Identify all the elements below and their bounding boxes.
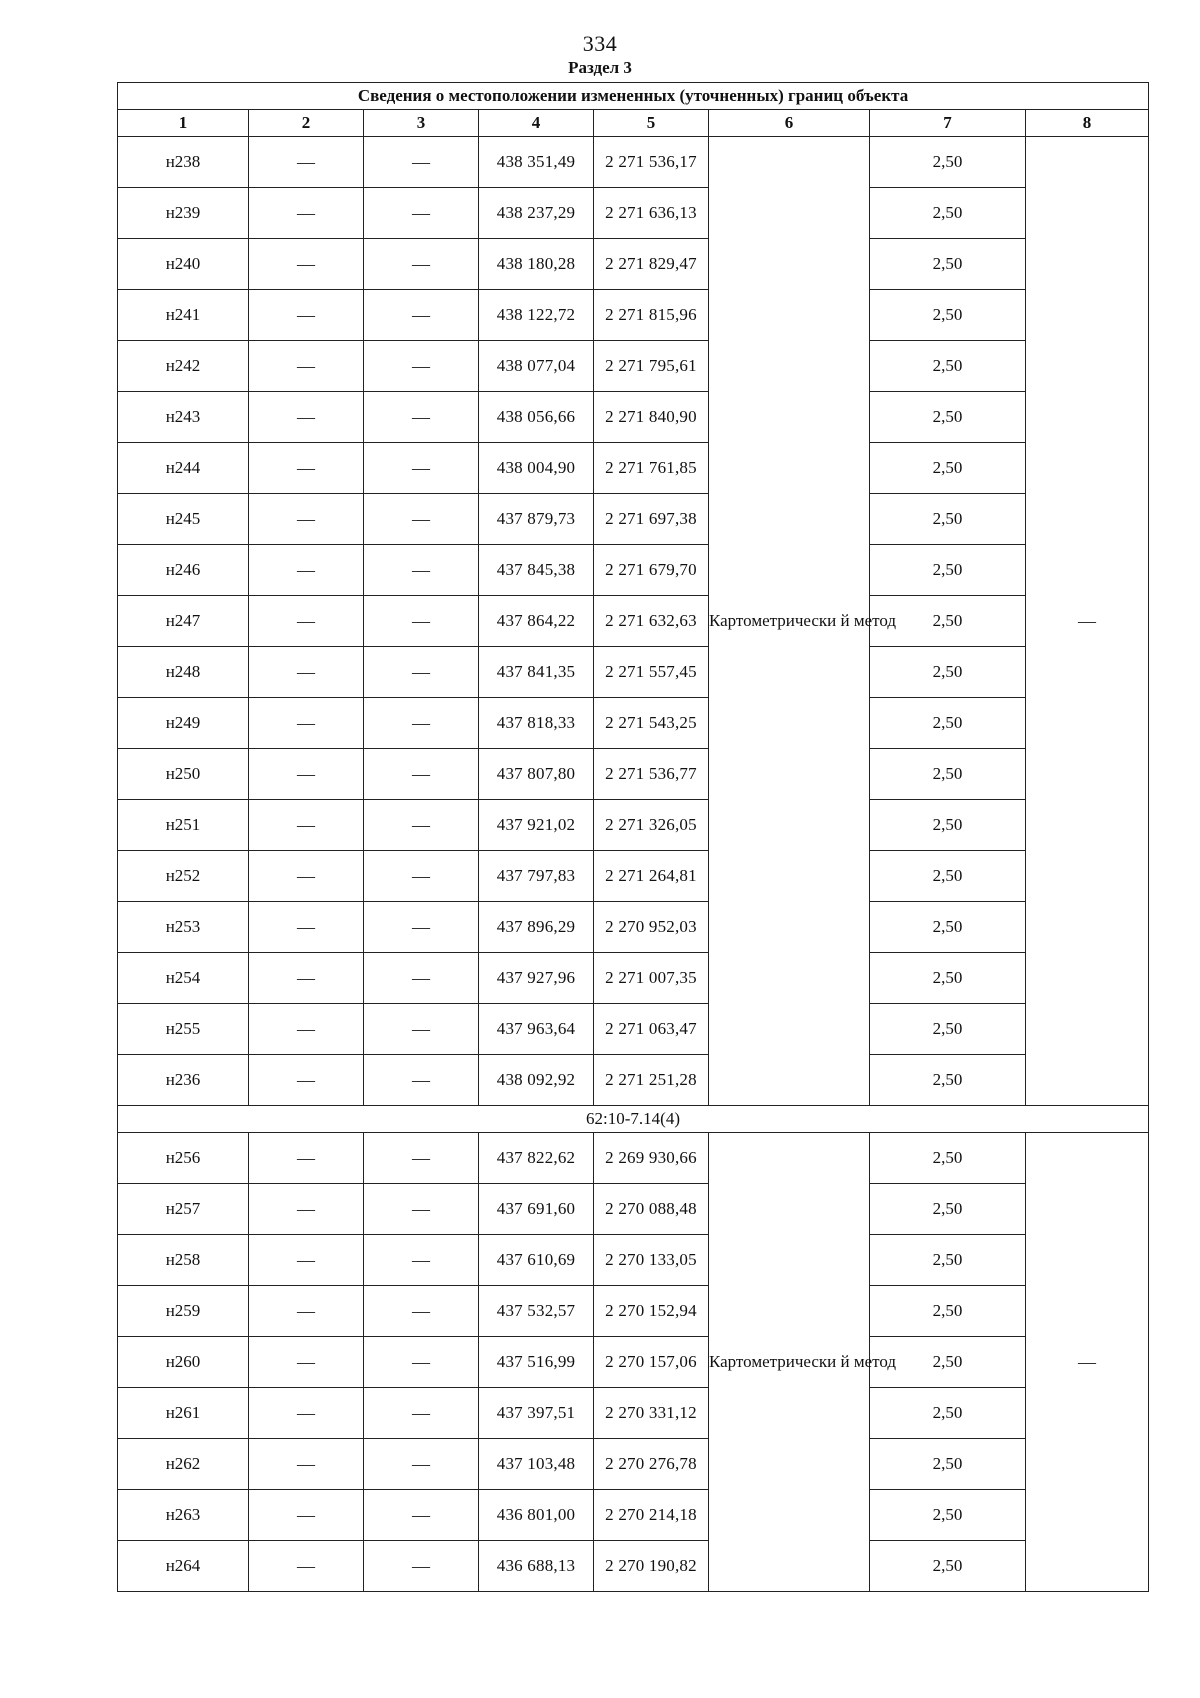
y-coordinate-cell: 2 271 326,05	[594, 800, 709, 851]
accuracy-cell: 2,50	[870, 698, 1026, 749]
accuracy-cell: 2,50	[870, 1337, 1026, 1388]
col3-cell: —	[364, 137, 479, 188]
col2-cell: —	[249, 647, 364, 698]
point-name-cell: н254	[118, 953, 249, 1004]
x-coordinate-cell: 437 822,62	[479, 1133, 594, 1184]
column-header-3: 3	[364, 110, 479, 137]
y-coordinate-cell: 2 271 636,13	[594, 188, 709, 239]
x-coordinate-cell: 437 921,02	[479, 800, 594, 851]
x-coordinate-cell: 437 103,48	[479, 1439, 594, 1490]
accuracy-cell: 2,50	[870, 851, 1026, 902]
col3-cell: —	[364, 1235, 479, 1286]
accuracy-cell: 2,50	[870, 188, 1026, 239]
col3-cell: —	[364, 290, 479, 341]
point-name-cell: н258	[118, 1235, 249, 1286]
col2-cell: —	[249, 1055, 364, 1106]
method-cell: Картометрически й метод	[709, 1133, 870, 1592]
y-coordinate-cell: 2 271 761,85	[594, 443, 709, 494]
col2-cell: —	[249, 1133, 364, 1184]
table-row	[118, 1004, 1149, 1055]
y-coordinate-cell: 2 271 829,47	[594, 239, 709, 290]
point-name-cell: н256	[118, 1133, 249, 1184]
column-header-8: 8	[1026, 110, 1149, 137]
col2-cell: —	[249, 851, 364, 902]
point-name-cell: н242	[118, 341, 249, 392]
point-name-cell: н263	[118, 1490, 249, 1541]
x-coordinate-cell: 437 841,35	[479, 647, 594, 698]
x-coordinate-cell: 437 610,69	[479, 1235, 594, 1286]
col8-cell: —	[1026, 1133, 1149, 1592]
column-header-2: 2	[249, 110, 364, 137]
col3-cell: —	[364, 1439, 479, 1490]
x-coordinate-cell: 437 963,64	[479, 1004, 594, 1055]
table-body	[118, 137, 1149, 1592]
point-name-cell: н255	[118, 1004, 249, 1055]
accuracy-cell: 2,50	[870, 800, 1026, 851]
col3-cell: —	[364, 494, 479, 545]
column-header-1: 1	[118, 110, 249, 137]
y-coordinate-cell: 2 270 276,78	[594, 1439, 709, 1490]
col3-cell: —	[364, 1388, 479, 1439]
col2-cell: —	[249, 596, 364, 647]
col2-cell: —	[249, 1184, 364, 1235]
column-header-row	[118, 110, 1149, 137]
y-coordinate-cell: 2 271 007,35	[594, 953, 709, 1004]
table-row	[118, 290, 1149, 341]
col2-cell: —	[249, 698, 364, 749]
section-title: Раздел 3	[568, 58, 632, 77]
col2-cell: —	[249, 1388, 364, 1439]
page-number: 334	[582, 31, 618, 56]
accuracy-cell: 2,50	[870, 494, 1026, 545]
table-row	[118, 392, 1149, 443]
col3-cell: —	[364, 1004, 479, 1055]
table-row	[118, 545, 1149, 596]
y-coordinate-cell: 2 270 157,06	[594, 1337, 709, 1388]
x-coordinate-cell: 437 397,51	[479, 1388, 594, 1439]
x-coordinate-cell: 438 092,92	[479, 1055, 594, 1106]
y-coordinate-cell: 2 271 251,28	[594, 1055, 709, 1106]
table-row	[118, 851, 1149, 902]
table-row	[118, 698, 1149, 749]
col3-cell: —	[364, 800, 479, 851]
point-name-cell: н262	[118, 1439, 249, 1490]
group-label: 62:10-7.14(4)	[118, 1106, 1149, 1133]
y-coordinate-cell: 2 270 952,03	[594, 902, 709, 953]
method-cell: Картометрически й метод	[709, 137, 870, 1106]
table-row	[118, 188, 1149, 239]
accuracy-cell: 2,50	[870, 1439, 1026, 1490]
accuracy-cell: 2,50	[870, 137, 1026, 188]
col3-cell: —	[364, 1055, 479, 1106]
point-name-cell: н250	[118, 749, 249, 800]
accuracy-cell: 2,50	[870, 239, 1026, 290]
col2-cell: —	[249, 1490, 364, 1541]
table-row	[118, 1235, 1149, 1286]
col3-cell: —	[364, 596, 479, 647]
col2-cell: —	[249, 239, 364, 290]
y-coordinate-cell: 2 271 543,25	[594, 698, 709, 749]
col3-cell: —	[364, 1184, 479, 1235]
col3-cell: —	[364, 443, 479, 494]
table-row	[118, 1388, 1149, 1439]
point-name-cell: н248	[118, 647, 249, 698]
x-coordinate-cell: 437 927,96	[479, 953, 594, 1004]
col3-cell: —	[364, 953, 479, 1004]
point-name-cell: н236	[118, 1055, 249, 1106]
column-header-4: 4	[479, 110, 594, 137]
point-name-cell: н240	[118, 239, 249, 290]
col3-cell: —	[364, 341, 479, 392]
accuracy-cell: 2,50	[870, 392, 1026, 443]
table-row	[118, 749, 1149, 800]
accuracy-cell: 2,50	[870, 953, 1026, 1004]
point-name-cell: н243	[118, 392, 249, 443]
table-row	[118, 800, 1149, 851]
accuracy-cell: 2,50	[870, 1004, 1026, 1055]
point-name-cell: н249	[118, 698, 249, 749]
col3-cell: —	[364, 1133, 479, 1184]
point-name-cell: н247	[118, 596, 249, 647]
table-row	[118, 494, 1149, 545]
accuracy-cell: 2,50	[870, 1184, 1026, 1235]
accuracy-cell: 2,50	[870, 1286, 1026, 1337]
col2-cell: —	[249, 392, 364, 443]
accuracy-cell: 2,50	[870, 749, 1026, 800]
col3-cell: —	[364, 239, 479, 290]
y-coordinate-cell: 2 271 557,45	[594, 647, 709, 698]
y-coordinate-cell: 2 271 815,96	[594, 290, 709, 341]
col2-cell: —	[249, 902, 364, 953]
column-header-7: 7	[870, 110, 1026, 137]
y-coordinate-cell: 2 270 190,82	[594, 1541, 709, 1592]
table-row	[118, 1133, 1149, 1184]
x-coordinate-cell: 438 351,49	[479, 137, 594, 188]
col2-cell: —	[249, 1235, 364, 1286]
col2-cell: —	[249, 188, 364, 239]
col2-cell: —	[249, 341, 364, 392]
table-row	[118, 1490, 1149, 1541]
x-coordinate-cell: 437 516,99	[479, 1337, 594, 1388]
table-row	[118, 239, 1149, 290]
y-coordinate-cell: 2 271 679,70	[594, 545, 709, 596]
y-coordinate-cell: 2 271 632,63	[594, 596, 709, 647]
col3-cell: —	[364, 545, 479, 596]
accuracy-cell: 2,50	[870, 290, 1026, 341]
table-row	[118, 1337, 1149, 1388]
column-header-6: 6	[709, 110, 870, 137]
x-coordinate-cell: 437 818,33	[479, 698, 594, 749]
point-name-cell: н246	[118, 545, 249, 596]
col2-cell: —	[249, 1337, 364, 1388]
col2-cell: —	[249, 443, 364, 494]
col3-cell: —	[364, 1541, 479, 1592]
x-coordinate-cell: 437 896,29	[479, 902, 594, 953]
x-coordinate-cell: 437 797,83	[479, 851, 594, 902]
point-name-cell: н239	[118, 188, 249, 239]
y-coordinate-cell: 2 271 840,90	[594, 392, 709, 443]
table-row	[118, 902, 1149, 953]
col3-cell: —	[364, 392, 479, 443]
accuracy-cell: 2,50	[870, 1133, 1026, 1184]
y-coordinate-cell: 2 271 697,38	[594, 494, 709, 545]
accuracy-cell: 2,50	[870, 902, 1026, 953]
y-coordinate-cell: 2 270 088,48	[594, 1184, 709, 1235]
table-row	[118, 953, 1149, 1004]
accuracy-cell: 2,50	[870, 1490, 1026, 1541]
column-header-5: 5	[594, 110, 709, 137]
y-coordinate-cell: 2 271 536,77	[594, 749, 709, 800]
point-name-cell: н260	[118, 1337, 249, 1388]
x-coordinate-cell: 437 807,80	[479, 749, 594, 800]
accuracy-cell: 2,50	[870, 545, 1026, 596]
table-row	[118, 1055, 1149, 1106]
col3-cell: —	[364, 1490, 479, 1541]
point-name-cell: н241	[118, 290, 249, 341]
col2-cell: —	[249, 494, 364, 545]
table-row	[118, 137, 1149, 188]
point-name-cell: н257	[118, 1184, 249, 1235]
y-coordinate-cell: 2 270 331,12	[594, 1388, 709, 1439]
x-coordinate-cell: 437 845,38	[479, 545, 594, 596]
accuracy-cell: 2,50	[870, 1388, 1026, 1439]
y-coordinate-cell: 2 270 152,94	[594, 1286, 709, 1337]
col3-cell: —	[364, 188, 479, 239]
x-coordinate-cell: 438 122,72	[479, 290, 594, 341]
accuracy-cell: 2,50	[870, 341, 1026, 392]
accuracy-cell: 2,50	[870, 1055, 1026, 1106]
accuracy-cell: 2,50	[870, 647, 1026, 698]
y-coordinate-cell: 2 271 264,81	[594, 851, 709, 902]
col3-cell: —	[364, 647, 479, 698]
x-coordinate-cell: 438 056,66	[479, 392, 594, 443]
col2-cell: —	[249, 1439, 364, 1490]
col2-cell: —	[249, 1286, 364, 1337]
y-coordinate-cell: 2 271 063,47	[594, 1004, 709, 1055]
point-name-cell: н253	[118, 902, 249, 953]
point-name-cell: н245	[118, 494, 249, 545]
col3-cell: —	[364, 698, 479, 749]
col2-cell: —	[249, 137, 364, 188]
col3-cell: —	[364, 902, 479, 953]
col3-cell: —	[364, 851, 479, 902]
table-row	[118, 596, 1149, 647]
x-coordinate-cell: 438 180,28	[479, 239, 594, 290]
col3-cell: —	[364, 1286, 479, 1337]
table-row	[118, 1439, 1149, 1490]
col2-cell: —	[249, 953, 364, 1004]
accuracy-cell: 2,50	[870, 443, 1026, 494]
point-name-cell: н238	[118, 137, 249, 188]
col3-cell: —	[364, 1337, 479, 1388]
table-title-row	[118, 83, 1149, 110]
col2-cell: —	[249, 290, 364, 341]
point-name-cell: н251	[118, 800, 249, 851]
y-coordinate-cell: 2 270 214,18	[594, 1490, 709, 1541]
x-coordinate-cell: 437 691,60	[479, 1184, 594, 1235]
x-coordinate-cell: 437 864,22	[479, 596, 594, 647]
col3-cell: —	[364, 749, 479, 800]
table-title: Сведения о местоположении измененных (уточненных) границ объекта	[118, 83, 1149, 110]
x-coordinate-cell: 437 879,73	[479, 494, 594, 545]
table-row	[118, 1184, 1149, 1235]
point-name-cell: н252	[118, 851, 249, 902]
point-name-cell: н259	[118, 1286, 249, 1337]
table-row	[118, 1286, 1149, 1337]
col2-cell: —	[249, 1541, 364, 1592]
x-coordinate-cell: 436 801,00	[479, 1490, 594, 1541]
point-name-cell: н261	[118, 1388, 249, 1439]
group-label-row	[118, 1106, 1149, 1133]
boundary-coordinates-table	[117, 82, 1149, 1592]
y-coordinate-cell: 2 269 930,66	[594, 1133, 709, 1184]
table-row	[118, 647, 1149, 698]
col2-cell: —	[249, 749, 364, 800]
x-coordinate-cell: 438 237,29	[479, 188, 594, 239]
table-row	[118, 341, 1149, 392]
table-row	[118, 443, 1149, 494]
col2-cell: —	[249, 800, 364, 851]
col2-cell: —	[249, 1004, 364, 1055]
col2-cell: —	[249, 545, 364, 596]
accuracy-cell: 2,50	[870, 596, 1026, 647]
x-coordinate-cell: 436 688,13	[479, 1541, 594, 1592]
point-name-cell: н244	[118, 443, 249, 494]
point-name-cell: н264	[118, 1541, 249, 1592]
col8-cell: —	[1026, 137, 1149, 1106]
y-coordinate-cell: 2 271 795,61	[594, 341, 709, 392]
table-row	[118, 1541, 1149, 1592]
accuracy-cell: 2,50	[870, 1235, 1026, 1286]
accuracy-cell: 2,50	[870, 1541, 1026, 1592]
y-coordinate-cell: 2 270 133,05	[594, 1235, 709, 1286]
y-coordinate-cell: 2 271 536,17	[594, 137, 709, 188]
x-coordinate-cell: 438 004,90	[479, 443, 594, 494]
x-coordinate-cell: 438 077,04	[479, 341, 594, 392]
x-coordinate-cell: 437 532,57	[479, 1286, 594, 1337]
